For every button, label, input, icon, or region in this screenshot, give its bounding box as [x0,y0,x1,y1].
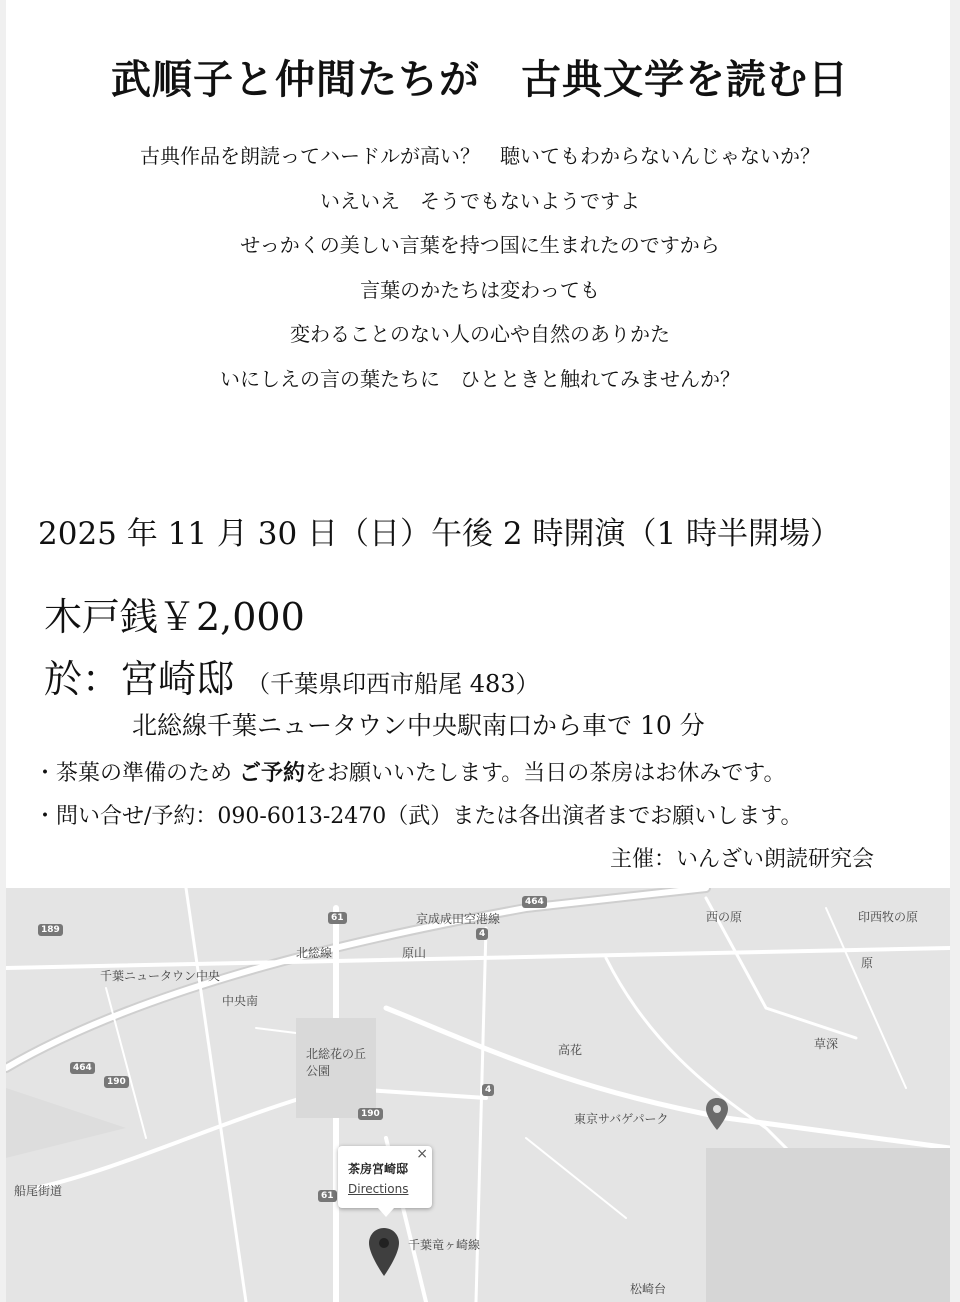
reservation-emphasis: ご予約 [239,761,306,786]
map-label: 中央南 [222,994,259,1008]
map-label: 高花 [558,1043,583,1057]
close-icon[interactable]: × [416,1146,428,1162]
admission-fee: 木戸銭￥2,000 [44,595,305,639]
venue-label: 於：宮崎邸 [44,657,235,701]
event-date: 2025 年 11 月 30 日（日）午後 2 時開演（1 時半開場） [38,516,842,552]
intro-line: せっかくの美しい言葉を持つ国に生まれたのですから [240,233,720,257]
route-shield: 4 [482,1084,494,1096]
map-label: 東京サバゲパーク [574,1112,669,1126]
venue-marker-icon[interactable] [369,1228,399,1276]
map-label: 北総線 [296,946,333,960]
flyer-title: 武順子と仲間たちが 古典文学を読む日 [111,57,849,103]
map-label: 草深 [814,1037,839,1051]
reservation-note-post: をお願いいたします。当日の茶房はお休みです。 [305,761,786,786]
location-pin-icon[interactable] [706,1098,728,1130]
contact-note: ・問い合せ/予約：090-6013-2470（武）または各出演者までお願いします。 [34,804,803,829]
route-shield: 61 [328,912,347,924]
directions-link[interactable]: Directions [348,1182,409,1196]
map-info-popup [338,1146,432,1208]
intro-line: 変わることのない人の心や自然のありかた [290,322,670,346]
venue-address: （千葉県印西市船尾 483） [246,670,540,698]
route-shield: 61 [318,1190,337,1202]
map-label: 西の原 [706,910,743,924]
map-label: 原 [861,956,874,970]
intro-line: いにしえの言の葉たちに ひとときと触れてみませんか？ [220,366,740,391]
map-label: 北総花の丘公園 [306,1047,367,1078]
map-label: 原山 [402,946,427,960]
popup-place-name: 茶房宮崎邸 [348,1162,409,1176]
intro-line: 古典作品を朗読ってハードルが高い？ 聴いてもわからないんじゃないか？ [140,144,820,168]
map-label: 京成成田空港線 [416,912,501,926]
reservation-note [34,756,786,787]
intro-line: いえいえ そうでもないようですよ [320,188,640,213]
organizer: 主催：いんざい朗読研究会 [609,847,874,872]
reservation-note-pre: ・茶菓の準備のため [34,761,233,786]
route-shield: 189 [38,924,63,936]
route-shield: 464 [522,896,547,908]
access-info: 北総線千葉ニュータウン中央駅南口から車で 10 分 [132,711,705,740]
map-label: 船尾街道 [14,1184,63,1198]
map-label: 千葉ニュータウン中央 [100,969,221,983]
route-shield: 190 [104,1076,129,1088]
route-shield: 190 [358,1108,383,1120]
venue [44,648,540,703]
route-shield: 464 [70,1062,95,1074]
map[interactable] [6,888,950,1302]
popup-tip [378,1208,394,1217]
map-label: 印西牧の原 [858,910,919,924]
map-label: 松崎台 [630,1282,667,1296]
map-label: 千葉竜ヶ崎線 [408,1238,481,1252]
route-shield: 4 [476,928,488,940]
intro-text [0,134,960,401]
intro-line: 言葉のかたちは変わっても [360,277,600,302]
